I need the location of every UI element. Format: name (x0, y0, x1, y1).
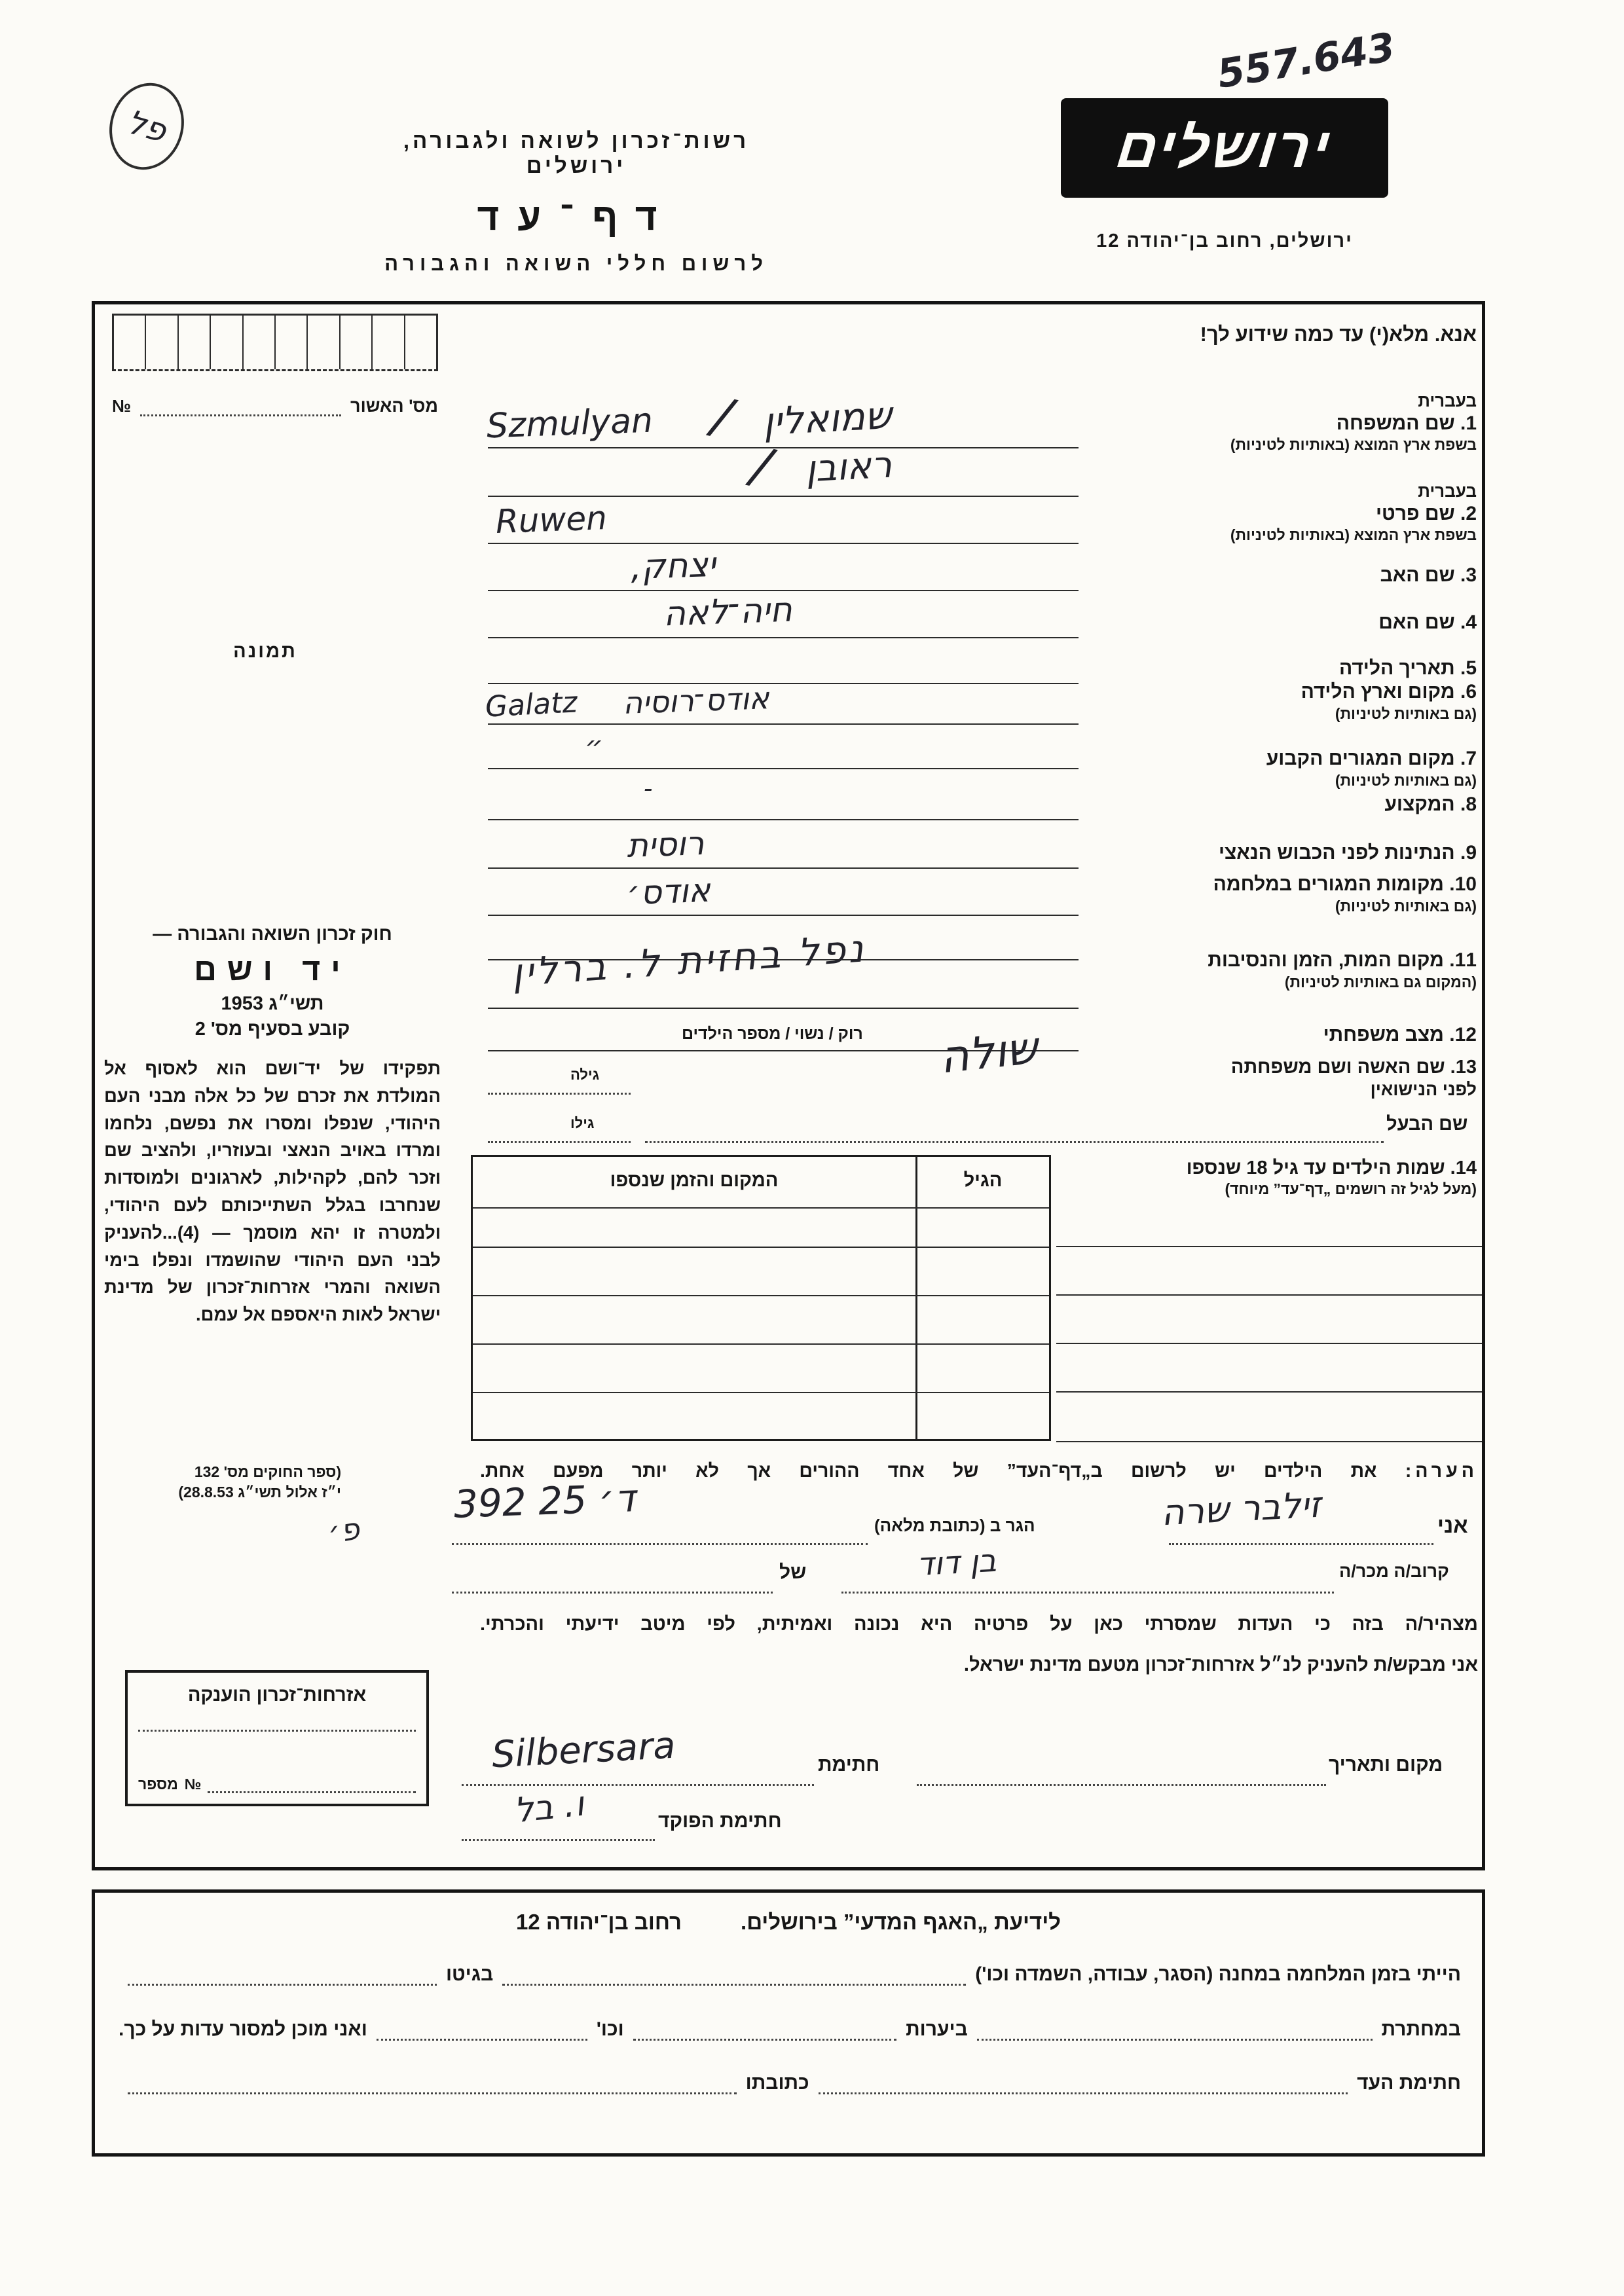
of-line (452, 1592, 773, 1594)
first-name-hebrew-handwriting: ראובן (804, 443, 893, 491)
declarant-name-handwriting: זילבר שרה (1160, 1484, 1322, 1534)
write-line (488, 447, 1079, 448)
law-sidebar (101, 924, 443, 1328)
children-header-line (473, 1207, 1049, 1209)
husband-age-line (488, 1141, 631, 1143)
memorial-box-title: אזרחות־זכרון הוענקה (187, 1685, 367, 1705)
declarant-i-label: אני (1437, 1513, 1468, 1537)
logo-address: ירושלים, רחוב בן־יהודה 12 (1096, 230, 1353, 251)
children-col-place-header: המקום והזמן שנספו (610, 1170, 779, 1191)
field-14-title: 14. שמות הילדים עד גיל 18 שנספו (1186, 1157, 1477, 1178)
memorial-box-line (138, 1730, 416, 1732)
law-ref-line2: י״ז אלול תשי״ג 28.8.53) (178, 1484, 341, 1501)
relative-handwriting: בן דוד (915, 1542, 997, 1584)
family-name-hebrew-handwriting: שמואלין (762, 392, 893, 445)
field-9-label: 9. הנתינות לפני הכבוש הנאצי (1218, 842, 1477, 864)
law-section: קובע בסעיף מס' 2 (194, 1019, 350, 1040)
corner-mark-text: פל (122, 102, 171, 151)
forests-line (633, 2016, 896, 2041)
field-2-title: 2. שם פרטי (1376, 502, 1477, 524)
declaration-statement: מצהיר/ה בזה כי העדות שמסרתי כאן על פרטיה היא נכונה ואמיתית, לפי מיטב ידיעתי והכרתי. (480, 1614, 1478, 1635)
yad-vashem-logo (1061, 98, 1388, 198)
ghetto-label: בגיטו (445, 1963, 494, 1985)
handwritten-serial-number: 557.643 (1214, 24, 1399, 98)
memorial-citizenship-box (125, 1670, 429, 1806)
children-col-age-header: הגיל (963, 1170, 1003, 1191)
etc-line (377, 2016, 587, 2041)
official-signature-label: חתימת הפוקד (658, 1810, 782, 1832)
ghetto-line (128, 1961, 437, 1986)
write-line (488, 683, 1079, 684)
place-date-label: מקום ותאריך (1329, 1754, 1443, 1776)
approval-number-line (140, 397, 341, 416)
flourish-mark: / (708, 386, 737, 446)
husband-name-line (645, 1141, 1384, 1143)
field-6-label (1076, 680, 1477, 723)
camp-line (502, 1961, 966, 1986)
main-form-box (92, 301, 1485, 1870)
comb-cell (405, 316, 436, 369)
field-7-sub: (גם באותיות לטיניות) (1335, 771, 1477, 789)
field-5-label: 5. תאריך הלידה (1338, 657, 1477, 679)
wartime-residence-handwriting: אודס׳ (626, 871, 711, 913)
write-line (488, 1008, 1079, 1009)
approval-number-row (112, 396, 438, 416)
underground-row (119, 2016, 1461, 2041)
note-text: את הילדים יש לרשום ב„דף־העד” של אחד ההורים אך לא יותר מפעם אחת. (480, 1461, 1377, 1482)
address-handwriting: ד׳ 25 392 (452, 1476, 637, 1527)
clerk-scribble: פ׳ (325, 1510, 363, 1551)
comb-cell (179, 316, 211, 369)
write-line (488, 637, 1079, 638)
approval-number-grid (112, 314, 438, 371)
field-13-sub: לפני הנישואין (1370, 1080, 1477, 1100)
scientific-branch-section (92, 1889, 1485, 2157)
strip-title: לידיעת „האגף המדעי” בירושלים. (741, 1910, 1061, 1934)
field-10-title: 10. מקומות המגורים במלחמה (1213, 873, 1477, 895)
field-2-sub: בשפת ארץ המוצא (באותיות לטיניות) (1230, 526, 1477, 544)
comb-cell (308, 316, 340, 369)
form-title: דף־עד (477, 196, 676, 238)
children-name-line (1056, 1391, 1482, 1393)
official-signature-handwriting: ו. בל (512, 1784, 586, 1831)
comb-cell (373, 316, 405, 369)
field-11-sub: (המקום גם באותיות לטיניות) (1284, 973, 1477, 991)
write-line (488, 768, 1079, 769)
signature-label: חתימת (818, 1754, 880, 1776)
resides-label: הגר ב (כתובת מלאה) (874, 1516, 1035, 1535)
children-table (471, 1155, 1051, 1441)
witness-signature-row (119, 2069, 1461, 2094)
strip-address: רחוב בן־יהודה 12 (515, 1910, 682, 1934)
comb-cell (211, 316, 243, 369)
marital-status-options: רוק / נשוי / מספר הילדים (682, 1025, 863, 1043)
underground-line (977, 2016, 1373, 2041)
write-line (488, 496, 1079, 497)
husband-name-label: שם הבעל (1386, 1114, 1468, 1135)
witness-sig-label: חתימת העד (1357, 2072, 1461, 2094)
field-7-title: 7. מקום המגורים הקבוע (1266, 748, 1477, 769)
forests-label: ביערות (906, 2018, 968, 2040)
form-subtitle: לרשום חללי השואה והגבורה (384, 252, 768, 275)
memorial-numero-symbol: № (184, 1776, 202, 1793)
children-row-line (473, 1247, 1049, 1248)
children-row-line (473, 1295, 1049, 1296)
etc-label: וכו' (596, 2018, 624, 2040)
write-line (488, 543, 1079, 544)
law-heading: חוק זכרון השואה והגבורה — (153, 924, 392, 945)
law-body-text: תפקידו של יד־ושם הוא לאסוף אל המולדת את זכרם של כל אלה מבני העם היהודי, שנפלו ומסרו את נפשם, נלחמו ומרדו באויב הנאצי ובעוזריו, ולהציב שם וזכר להם, לקהילות, לארגונים ולמוסדות שנחרבו בגלל השתייכותם לעם היהודי, ולמטרה זו יהא מוסמך — (4)...להעניק לבני העם היהודי שהושמדו ונפלו בימי השואה והמרי אזרחות־זכרון של מדינת ישראל לאות היאספם אל עמם. (104, 1058, 441, 1325)
strip-title-row (95, 1910, 1482, 1935)
field-3-label: 3. שם האב (1380, 564, 1477, 586)
camp-label: הייתי בזמן המלחמה במחנה (הסגר, עבודה, השמדה וכו') (975, 1963, 1461, 1985)
field-11-label (1076, 949, 1477, 991)
dash-mark-handwriting: ־ (644, 780, 653, 809)
field-1-sub: בשפת ארץ המוצא (באותיות לטיניות) (1230, 436, 1477, 454)
signature-line (462, 1784, 814, 1786)
memorial-number-label: מספר (138, 1776, 178, 1793)
witness-signature-handwriting: Silbersara (490, 1724, 677, 1777)
field-7-label (1076, 747, 1477, 790)
residence-ditto-handwriting: ״ (585, 730, 604, 763)
wife-name-handwriting: שולה (937, 1022, 1041, 1084)
declaration-request: אני מבקש/ת להעניק לנ״ל אזרחות־זכרון מטעם מדינת ישראל. (963, 1654, 1478, 1675)
comb-cell (114, 316, 146, 369)
authority-name: רשות־זכרון לשואה ולגבורה, ירושלים (403, 128, 750, 177)
flourish-mark: / (747, 435, 776, 496)
children-name-line (1056, 1441, 1482, 1442)
field-12-label: 12. מצב משפחתי (1323, 1024, 1477, 1046)
fill-instruction: אנא. מלא(י) עד כמה שידוע לך! (1200, 323, 1477, 346)
field-1-title: 1. שם המשפחה (1336, 412, 1477, 434)
comb-cell (341, 316, 373, 369)
yad-vashem-wordmark: יד ושם (194, 953, 351, 987)
children-name-line (1056, 1294, 1482, 1296)
field-4-label: 4. שם האם (1378, 611, 1477, 633)
write-line (488, 723, 1079, 725)
address-line (452, 1543, 868, 1545)
comb-cell (244, 316, 276, 369)
nationality-handwriting: רוסית (626, 824, 705, 866)
wife-age-label: גילה (570, 1066, 600, 1083)
corner-mark (100, 74, 194, 179)
first-name-latin-handwriting: Ruwen (495, 499, 608, 541)
field-13-label (1076, 1056, 1477, 1101)
children-name-line (1056, 1343, 1482, 1344)
children-name-line (1056, 1246, 1482, 1247)
birthplace-hebrew-handwriting: אודס־רוסיה (622, 680, 770, 721)
approval-number-label: מס' האשור (350, 396, 438, 416)
birthplace-latin-handwriting: Galatz (484, 685, 578, 724)
field-2-pre: בעברית (1418, 481, 1477, 501)
numero-symbol: № (112, 396, 131, 416)
relative-line (841, 1592, 1334, 1594)
witness-sig-line (819, 2069, 1348, 2094)
place-date-line (917, 1784, 1326, 1786)
camp-row (119, 1961, 1461, 1986)
comb-cell (276, 316, 308, 369)
field-13-title: 13. שם האשה ושם משפחתה (1230, 1057, 1477, 1078)
field-1-pre: בעברית (1418, 391, 1477, 410)
mother-name-handwriting: חיה־לאה (663, 590, 793, 634)
witness-address-label: כתובתו (745, 2072, 809, 2094)
note-title: הערה: (1405, 1461, 1479, 1482)
field-14-sub: (מעל לגיל זה רושמים „דף־עד” מיוחד) (1225, 1180, 1477, 1198)
logo-text: ירושלים (1114, 116, 1335, 179)
field-8-label: 8. המקצוע (1384, 793, 1477, 815)
of-label: של (779, 1561, 807, 1583)
place-of-death-handwriting: נפל בחזית ל. ברלין (510, 926, 868, 995)
children-row-line (473, 1392, 1049, 1393)
comb-cell (146, 316, 178, 369)
header-title-block (354, 128, 799, 276)
write-line (488, 819, 1079, 820)
ready-to-testify-label: ואני מוכן למסור עדות על כך. (119, 2018, 367, 2040)
official-signature-line (462, 1839, 655, 1841)
declarant-name-line (1169, 1543, 1433, 1545)
law-reference (119, 1462, 341, 1503)
wife-age-line (488, 1093, 631, 1095)
witness-address-line (128, 2069, 737, 2094)
family-name-latin-handwriting: Szmulyan (486, 401, 654, 446)
memorial-number-row (138, 1776, 416, 1793)
law-year: תשי״ג 1953 (221, 993, 324, 1014)
field-14-label (1059, 1157, 1477, 1198)
father-name-handwriting: יצחק, (629, 545, 716, 588)
field-11-title: 11. מקום המות, הזמן והנסיבות (1208, 949, 1477, 971)
field-10-sub: (גם באותיות לטיניות) (1335, 897, 1477, 915)
write-line (488, 915, 1079, 916)
field-10-label (1076, 873, 1477, 915)
husband-age-label: גילו (570, 1115, 595, 1131)
underground-label: במחתרת (1381, 2018, 1461, 2040)
field-6-sub: (גם באותיות לטיניות) (1335, 704, 1477, 722)
photo-placeholder-label: תמונה (233, 641, 297, 662)
relative-label: קרוב/ה מכר/ה (1339, 1561, 1449, 1581)
memorial-number-line (208, 1776, 416, 1793)
children-row-line (473, 1343, 1049, 1345)
law-ref-line1: (ספר החוקים מס' 132 (194, 1463, 341, 1480)
field-2-label (1076, 481, 1477, 544)
write-line (488, 867, 1079, 869)
children-col-divider (915, 1157, 917, 1439)
field-1-label (1076, 391, 1477, 454)
field-6-title: 6. מקום וארץ הלידה (1301, 681, 1477, 702)
